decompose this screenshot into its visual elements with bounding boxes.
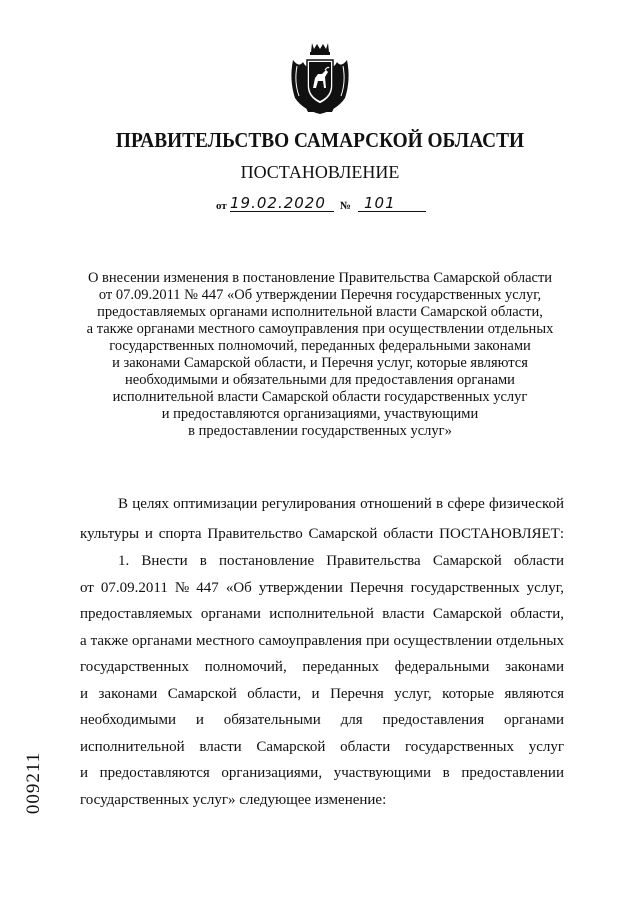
- heading-line: предоставляемых органами исполнительной власти Самарской области,: [97, 304, 543, 320]
- number-value: 101: [364, 194, 396, 212]
- document-type: ПОСТАНОВЛЕНИЕ: [240, 162, 400, 182]
- samara-coat-of-arms-icon: [285, 40, 355, 116]
- heading-line: и предоставляются организациями, участвующими: [161, 406, 479, 422]
- date-prefix: от: [216, 200, 227, 212]
- number-prefix: №: [340, 200, 352, 212]
- body-line: государственных полномочий, переданных федеральными законами: [80, 659, 564, 675]
- body-line: и предоставляются организациями, участвующими в предоставлении: [80, 765, 564, 781]
- body-line: и законами Самарской области, и Перечня услуг, которые являются: [80, 686, 564, 702]
- body-line: предоставляемых органами исполнительной власти Самарской области,: [80, 606, 564, 622]
- government-title: ПРАВИТЕЛЬСТВО САМАРСКОЙ ОБЛАСТИ: [115, 128, 525, 152]
- body-line: государственных услуг» следующее изменение:: [80, 792, 387, 808]
- heading-line: от 07.09.2011 № 447 «Об утверждении Перечня государственных услуг,: [98, 287, 542, 303]
- heading-line: государственных полномочий, переданных федеральными законами: [109, 338, 531, 354]
- body-line: а также органами местного самоуправления при осуществлении отдельных: [80, 633, 564, 649]
- body-line: от 07.09.2011 № 447 «Об утверждении Перечня государственных услуг,: [80, 580, 564, 596]
- heading-line: О внесении изменения в постановление Правительства Самарской области: [87, 270, 553, 286]
- date-value: 19.02.2020: [230, 194, 326, 212]
- heading-line: и законами Самарской области, и Перечня услуг, которые являются: [112, 355, 528, 371]
- side-registration-number: 009211: [23, 751, 44, 815]
- body-line: 1. Внести в постановление Правительства Самарской области: [118, 553, 564, 569]
- date-number-line: [216, 194, 446, 216]
- body-line: культуры и спорта Правительство Самарской области ПОСТАНОВЛЯЕТ:: [80, 526, 564, 542]
- resolution-heading: [60, 270, 580, 440]
- heading-line: а также органами местного самоуправления при осуществлении отдельных: [86, 321, 554, 337]
- heading-line: в предоставлении государственных услуг»: [188, 423, 452, 439]
- heading-line: необходимыми и обязательными для предоставления органами: [125, 372, 515, 388]
- body-line: необходимыми и обязательными для предоставления органами: [80, 712, 564, 728]
- body-line: исполнительной власти Самарской области государственных услуг: [80, 739, 564, 755]
- heading-line: исполнительной власти Самарской области государственных услуг: [112, 389, 528, 405]
- body-line: В целях оптимизации регулирования отношений в сфере физической: [118, 496, 564, 512]
